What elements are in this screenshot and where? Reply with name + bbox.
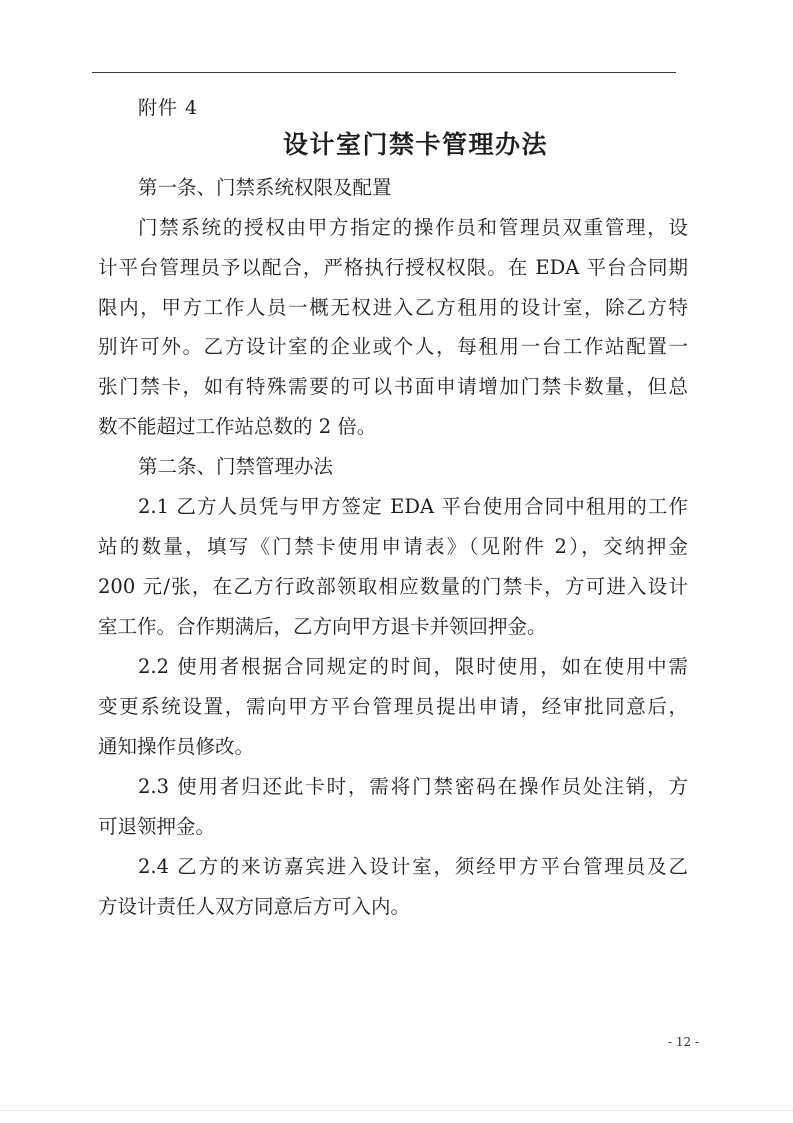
header-rule — [92, 72, 676, 73]
body-line: 数不能超过工作站总数的 2 倍。 — [98, 415, 377, 438]
clause-2-4: 2.4 乙方的来访嘉宾进入设计室，须经甲方平台管理员及乙 — [138, 855, 688, 878]
scan-edge-line — [0, 1110, 793, 1111]
body-line: 别许可外。乙方设计室的企业或个人，每租用一台工作站配置一 — [98, 335, 688, 358]
clause-2-2: 2.2 使用者根据合同规定的时间，限时使用，如在使用中需 — [138, 655, 688, 678]
annex-label: 附件 4 — [138, 97, 199, 119]
body-line: 张门禁卡，如有特殊需要的可以书面申请增加门禁卡数量，但总 — [98, 375, 688, 398]
document-title: 设计室门禁卡管理办法 — [282, 130, 548, 159]
clause-2-3: 2.3 使用者归还此卡时，需将门禁密码在操作员处注销，方 — [138, 775, 688, 798]
body-line: 方设计责任人双方同意后方可入内。 — [98, 895, 411, 918]
body-line: 可退领押金。 — [98, 815, 216, 838]
page-number: - 12 - — [668, 1035, 700, 1049]
body-line: 室工作。合作期满后，乙方向甲方退卡并领回押金。 — [98, 615, 547, 638]
body-line: 通知操作员修改。 — [98, 735, 255, 758]
body-line: 站的数量，填写《门禁卡使用申请表》（见附件 2），交纳押金 — [98, 535, 688, 558]
body-line: 门禁系统的授权由甲方指定的操作员和管理员双重管理，设 — [138, 216, 688, 239]
body-line: 限内，甲方工作人员一概无权进入乙方租用的设计室，除乙方特 — [98, 296, 688, 319]
article-2-heading: 第二条、门禁管理办法 — [138, 455, 334, 478]
clause-2-1: 2.1 乙方人员凭与甲方签定 EDA 平台使用合同中租用的工作 — [138, 495, 688, 518]
body-line: 变更系统设置，需向甲方平台管理员提出申请，经审批同意后， — [98, 695, 688, 718]
article-1-heading: 第一条、门禁系统权限及配置 — [138, 176, 392, 199]
body-line: 计平台管理员予以配合，严格执行授权权限。在 EDA 平台合同期 — [98, 256, 688, 279]
body-line: 200 元/张，在乙方行政部领取相应数量的门禁卡，方可进入设计 — [98, 575, 688, 598]
